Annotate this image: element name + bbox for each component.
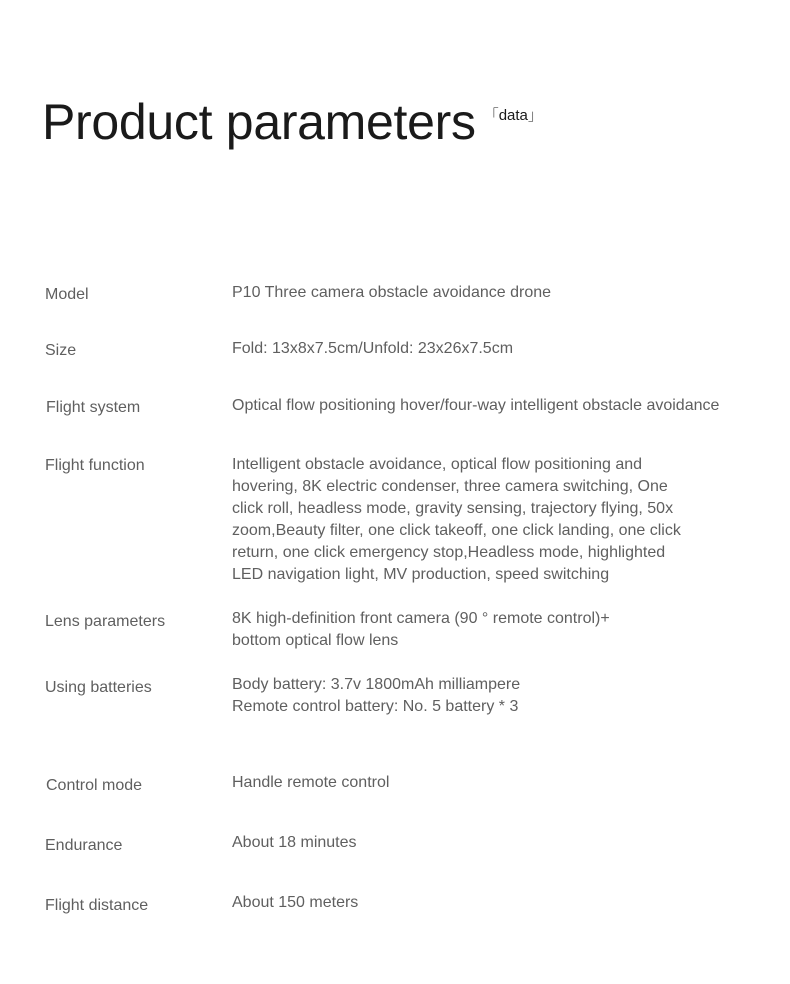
param-label: Control mode [46,777,143,794]
param-value-line: zoom,Beauty filter, one click takeoff, one click landing, one click [232,522,681,539]
param-value-line: return, one click emergency stop,Headless mode, highlighted [232,544,666,561]
param-value [232,832,732,854]
param-value [232,338,732,360]
param-value-line: 8K high-definition front camera (90 ° remote control)+ [232,610,610,627]
param-value [232,674,732,718]
param-label: Using batteries [45,679,152,696]
param-label: Model [45,286,89,303]
param-label: Flight system [46,399,141,416]
param-value-line: P10 Three camera obstacle avoidance drone [232,284,552,301]
param-value-line: LED navigation light, MV production, speed switching [232,566,610,583]
param-value [232,282,732,304]
param-value [232,454,732,586]
param-label: Flight function [45,457,145,474]
param-value-line: bottom optical flow lens [232,632,399,649]
param-value [232,772,732,794]
param-label: Flight distance [45,897,149,914]
param-label: Size [45,342,77,359]
param-value-line: About 18 minutes [232,834,357,851]
param-value-line: Fold: 13x8x7.5cm/Unfold: 23x26x7.5cm [232,340,514,357]
param-label: Endurance [45,837,123,854]
param-value-line: About 150 meters [232,894,359,911]
param-value [232,395,732,417]
param-value-line: Handle remote control [232,774,390,791]
title-tag: 「data」 [483,107,543,124]
param-value-line: hovering, 8K electric condenser, three camera switching, One [232,478,668,495]
param-value-line: Remote control battery: No. 5 battery * 3 [232,698,519,715]
title-block [42,92,543,152]
param-value [232,608,732,652]
param-value-line: Intelligent obstacle avoidance, optical flow positioning and [232,456,643,473]
param-value [232,892,732,914]
param-value-line: Body battery: 3.7v 1800mAh milliampere [232,676,521,693]
param-label: Lens parameters [45,613,166,630]
param-value-line: Optical flow positioning hover/four-way intelligent obstacle avoidance [232,397,720,414]
page-title: Product parameters [42,94,476,150]
param-value-line: click roll, headless mode, gravity sensing, trajectory flying, 50x [232,500,674,517]
